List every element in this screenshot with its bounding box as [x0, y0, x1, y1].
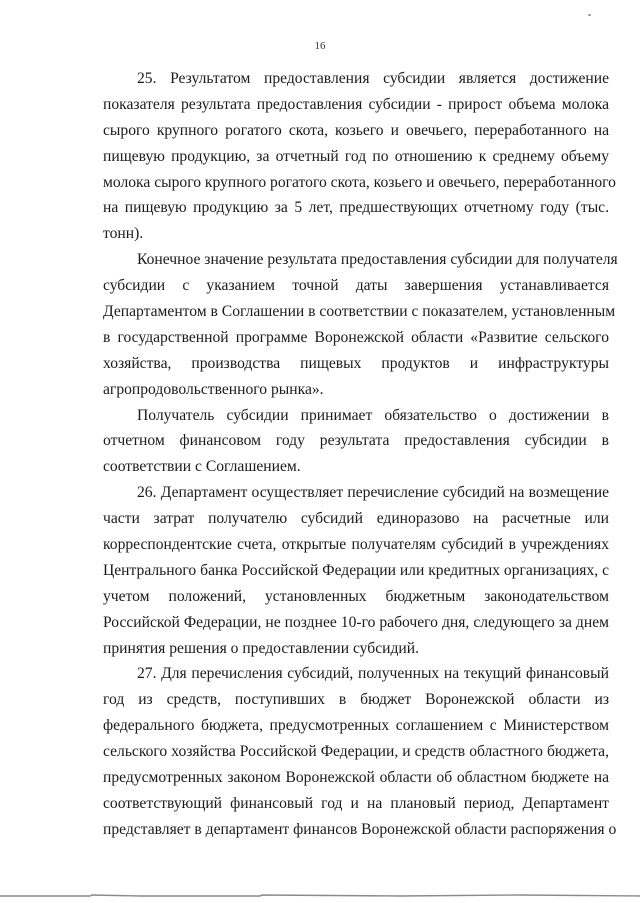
text-line: соответствии с Соглашением. — [103, 458, 301, 476]
text-line: год из средств, поступивших в бюджет Воронежской области из — [103, 691, 609, 709]
text-line: 25. Результатом предоставления субсидии является достижение — [137, 70, 609, 87]
text-line: показателя результата предоставления субсидии - прирост объема молока — [103, 95, 609, 113]
scan-edge-line — [0, 894, 640, 898]
text-line: хозяйства, производства пищевых продуктов и инфраструктуры — [103, 354, 609, 372]
text-line: федерального бюджета, предусмотренных соглашением с Министерством — [103, 717, 609, 735]
text-line: агропродовольственного рынка». — [103, 380, 324, 398]
text-line: части затрат получателю субсидий единоразово на расчетные или — [103, 510, 609, 528]
text-line: соответствующий финансовый год и на плановый период, Департамент — [103, 794, 609, 812]
text-line: сельского хозяйства Российской Федерации, и средств областного бюджета, — [103, 743, 609, 761]
text-line: отчетном финансовом году результата предоставления субсидии в — [103, 432, 609, 450]
text-line: Получатель субсидии принимает обязательство о достижении в — [137, 406, 609, 424]
text-line: субсидии с указанием точной даты завершения устанавливается — [103, 277, 609, 295]
text-line: Центрального банка Российской Федерации или кредитных организациях, с — [103, 561, 609, 579]
text-line: принятия решения о предоставлении субсидий. — [103, 639, 419, 657]
text-line: сырого крупного рогатого скота, козьего и овечьего, переработанного на — [103, 121, 609, 139]
text-line: Конечное значение результата предоставления субсидии для получателя — [137, 251, 618, 269]
text-line: предусмотренных законом Воронежской области об областном бюджете на — [103, 769, 609, 787]
text-line: Российской Федерации, не позднее 10-го рабочего дня, следующего за днем — [103, 613, 609, 631]
text-line: 27. Для перечисления субсидий, полученных на текущий финансовый — [137, 665, 609, 683]
text-line: Департаментом в Соглашении в соответствии с показателем, установленным — [103, 303, 616, 321]
text-line: тонн). — [103, 225, 144, 243]
scan-bottom-edge — [0, 894, 640, 898]
text-line: корреспондентские счета, открытые получателям субсидий в учреждениях — [103, 536, 609, 554]
text-line: представляет в департамент финансов Воронежской области распоряжения о — [103, 820, 617, 838]
text-line: молока сырого крупного рогатого скота, козьего и овечьего, переработанного — [103, 173, 616, 191]
text-line: 26. Департамент осуществляет перечисление субсидий на возмещение — [137, 484, 609, 502]
text-line: пищевую продукцию, за отчетный год по отношению к среднему объему — [103, 147, 609, 165]
text-line: на пищевую продукцию за 5 лет, предшествующих отчетному году (тыс. — [103, 199, 609, 217]
page-number: 16 — [314, 40, 326, 52]
scan-artifact — [588, 14, 591, 16]
text-line: учетом положений, установленных бюджетным законодательством — [103, 587, 609, 605]
document-body — [103, 66, 618, 843]
text-line: в государственной программе Воронежской области «Развитие сельского — [103, 328, 609, 346]
